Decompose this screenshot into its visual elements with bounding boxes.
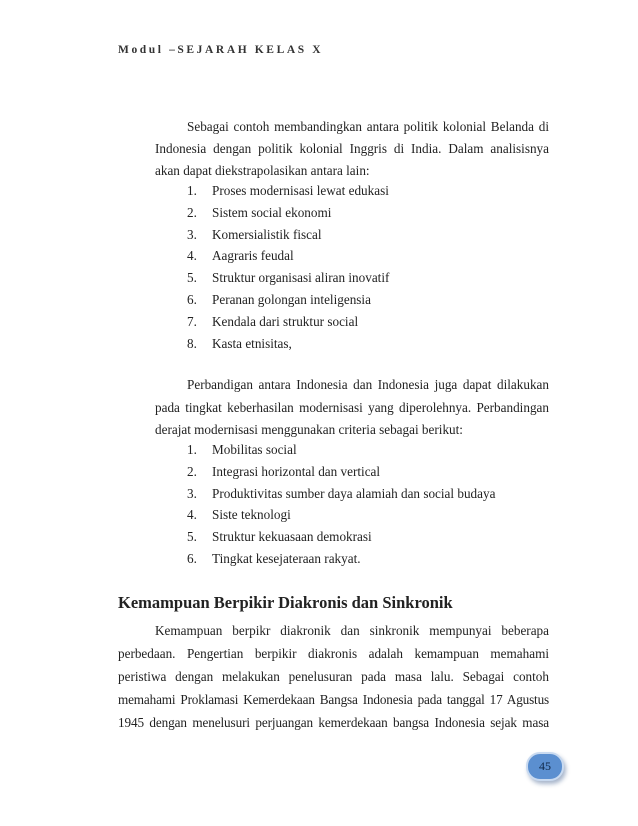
paragraph-1-line-1: Sebagai contoh membandingkan antara politik kolonial Belanda di xyxy=(187,119,549,134)
list-item: 8. Kasta etnisitas, xyxy=(187,335,292,351)
list-item: 6. Peranan golongan inteligensia xyxy=(187,291,371,307)
page-number: 45 xyxy=(539,759,551,773)
list-item: 3. Produktivitas sumber daya alamiah dan social budaya xyxy=(187,485,496,501)
list-item: 2. Sistem social ekonomi xyxy=(187,204,332,220)
paragraph-3-line-5: 1945 dengan menelusuri perjuangan kemerdekaan bangsa Indonesia sejak masa xyxy=(118,715,549,730)
list-item: 2. Integrasi horizontal dan vertical xyxy=(187,463,381,479)
paragraph-2-line-2: pada tingkat keberhasilan modernisasi yang diperolehnya. Perbandingan xyxy=(155,400,549,415)
paragraph-2-line-1: Perbandigan antara Indonesia dan Indonesia juga dapat dilakukan xyxy=(187,377,549,392)
paragraph-3-line-2: perbedaan. Pengertian berpikir diakronis adalah kemampuan memahami xyxy=(118,646,549,661)
paragraph-3-line-3: peristiwa dengan melakukan penelusuran pada masa lalu. Sebagai contoh xyxy=(118,669,549,684)
paragraph-3-line-4: memahami Proklamasi Kemerdekaan Bangsa Indonesia pada tanggal 17 Agustus xyxy=(118,692,549,707)
list-item: 5. Struktur organisasi aliran inovatif xyxy=(187,270,390,286)
page-number-badge xyxy=(526,752,564,781)
list-item: 4. Siste teknologi xyxy=(187,507,291,523)
list-item: 1. Proses modernisasi lewat edukasi xyxy=(187,183,389,198)
paragraph-1-line-3: akan dapat diekstrapolasikan antara lain: xyxy=(155,163,370,178)
list-item: 5. Struktur kekuasaan demokrasi xyxy=(187,529,372,545)
list-item: 6. Tingkat kesejateraan rakyat. xyxy=(187,550,361,566)
criteria-list-2 xyxy=(187,439,495,570)
criteria-list-1 xyxy=(187,180,389,354)
section-heading: Kemampuan Berpikir Diakronis dan Sinkronik xyxy=(118,593,453,612)
paragraph-1-line-2: Indonesia dengan politik kolonial Inggris di India. Dalam analisisnya xyxy=(155,141,549,156)
list-item: 1. Mobilitas social xyxy=(187,442,297,457)
paragraph-3-line-1: Kemampuan berpikr diakronik dan sinkronik mempunyai beberapa xyxy=(155,623,549,638)
list-item: 4. Aagraris feudal xyxy=(187,248,294,264)
page-header: Modul –SEJARAH KELAS X xyxy=(118,44,324,56)
paragraph-2-line-3: derajat modernisasi menggunakan criteria sebagai berikut: xyxy=(155,422,463,437)
list-item: 7. Kendala dari struktur social xyxy=(187,313,359,329)
list-item: 3. Komersialistik fiscal xyxy=(187,226,322,242)
